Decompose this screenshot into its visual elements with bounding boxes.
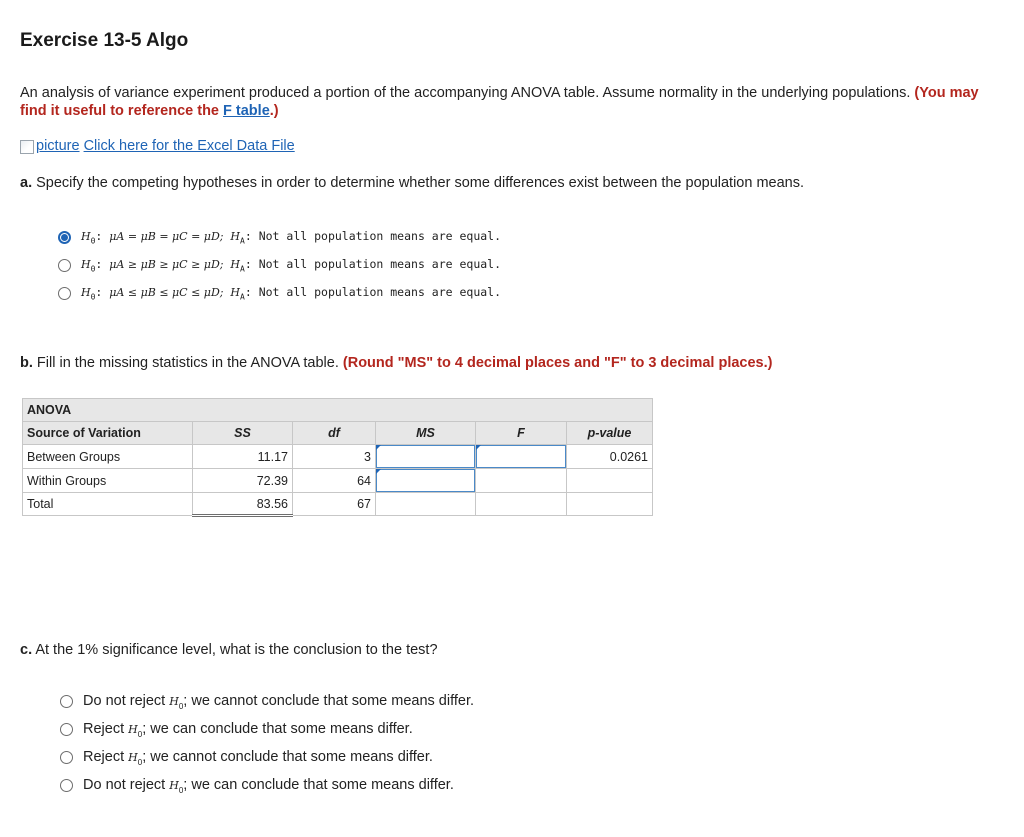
anova-header-row xyxy=(23,422,653,445)
option-text: Do not reject $H_0$; we can conclude that some means differ. xyxy=(83,777,454,795)
anova-caption-row xyxy=(23,399,653,422)
conclusion-option-2[interactable] xyxy=(60,721,413,739)
exercise-title: Exercise 13-5 Algo xyxy=(20,30,189,51)
df-cell: 3 xyxy=(293,445,376,469)
table-row xyxy=(23,445,653,469)
source-cell: Between Groups xyxy=(23,445,193,469)
conclusion-option-1[interactable] xyxy=(60,693,474,711)
ss-cell: 11.17 xyxy=(193,445,293,469)
radio-button[interactable] xyxy=(58,259,71,272)
empty-cell xyxy=(476,493,567,516)
ms-between-cell[interactable] xyxy=(376,445,476,469)
header-p-value: p-value xyxy=(567,422,653,445)
required-marker-icon xyxy=(476,445,566,468)
radio-button[interactable] xyxy=(60,779,73,792)
empty-cell xyxy=(476,469,567,493)
ms-within-input[interactable] xyxy=(376,469,475,492)
table-row xyxy=(23,469,653,493)
question-b: b. Fill in the missing statistics in the ANOVA table. (Round "MS" to 4 decimal places and "F" to 3 decimal places.) xyxy=(20,355,773,371)
h0-text: μA ≥ μB ≥ μC ≥ μD; xyxy=(109,258,224,271)
conclusion-option-4[interactable] xyxy=(60,777,454,795)
p-value-cell: 0.0261 xyxy=(567,445,653,469)
table-row xyxy=(23,493,653,516)
rounding-note: (Round "MS" to 4 decimal places and "F" to 3 decimal places.) xyxy=(342,355,773,371)
empty-cell xyxy=(567,469,653,493)
anova-caption: ANOVA xyxy=(23,399,653,422)
h0-text: μA = μB = μC = μD; xyxy=(109,230,224,243)
radio-button[interactable] xyxy=(60,751,73,764)
header-source: Source of Variation xyxy=(23,422,193,445)
hypothesis-option-3[interactable]: $H_0$: μA ≤ μB ≤ μC ≤ μD; $H_A$: Not all population means are equal. xyxy=(58,285,501,301)
f-input[interactable] xyxy=(476,445,566,468)
radio-button[interactable] xyxy=(60,695,73,708)
option-text: Reject $H_0$; we can conclude that some means differ. xyxy=(83,721,413,739)
excel-data-link[interactable]: Click here for the Excel Data File xyxy=(83,138,295,154)
ss-cell: 83.56 xyxy=(193,493,293,516)
df-cell: 64 xyxy=(293,469,376,493)
header-ms: MS xyxy=(376,422,476,445)
conclusion-option-3[interactable] xyxy=(60,749,433,767)
empty-cell xyxy=(376,493,476,516)
source-cell: Total xyxy=(23,493,193,516)
intro-paragraph xyxy=(20,84,980,120)
ha-text: Not all population means are equal. xyxy=(258,229,502,243)
broken-image-icon xyxy=(20,140,34,154)
excel-alt-text[interactable]: picture xyxy=(36,138,80,154)
hypothesis-option-2[interactable]: $H_0$: μA ≥ μB ≥ μC ≥ μD; $H_A$: Not all population means are equal. xyxy=(58,257,501,273)
header-ss: SS xyxy=(193,422,293,445)
radio-button-selected[interactable] xyxy=(58,231,71,244)
ss-cell: 72.39 xyxy=(193,469,293,493)
required-marker-icon xyxy=(376,469,475,492)
hypothesis-option-1[interactable]: $H_0$: μA = μB = μC = μD; $H_A$: Not all population means are equal. xyxy=(58,229,501,245)
header-df: df xyxy=(293,422,376,445)
source-cell: Within Groups xyxy=(23,469,193,493)
ms-between-input[interactable] xyxy=(376,445,475,468)
required-marker-icon xyxy=(376,445,475,468)
anova-table xyxy=(22,398,653,517)
ha-text: Not all population means are equal. xyxy=(258,285,502,299)
question-c: c. At the 1% significance level, what is the conclusion to the test? xyxy=(20,642,438,658)
empty-cell xyxy=(567,493,653,516)
f-cell[interactable] xyxy=(476,445,567,469)
option-text: Do not reject $H_0$; we cannot conclude that some means differ. xyxy=(83,693,475,711)
ha-text: Not all population means are equal. xyxy=(258,257,502,271)
intro-text: An analysis of variance experiment produced a portion of the accompanying ANOVA table. Assume normality in the underlying populations. xyxy=(20,85,911,101)
header-f: F xyxy=(476,422,567,445)
radio-button[interactable] xyxy=(60,723,73,736)
radio-button[interactable] xyxy=(58,287,71,300)
f-table-link[interactable]: F table xyxy=(223,103,270,119)
ms-within-cell[interactable] xyxy=(376,469,476,493)
question-a: a. Specify the competing hypotheses in order to determine whether some differences exist between the population means. xyxy=(20,175,805,191)
h0-text: μA ≤ μB ≤ μC ≤ μD; xyxy=(109,286,224,299)
df-cell: 67 xyxy=(293,493,376,516)
ftable-note: (You may find it useful to reference the F table.) xyxy=(20,85,979,119)
excel-data-link-row[interactable] xyxy=(20,138,295,154)
option-text: Reject $H_0$; we cannot conclude that some means differ. xyxy=(83,749,433,767)
